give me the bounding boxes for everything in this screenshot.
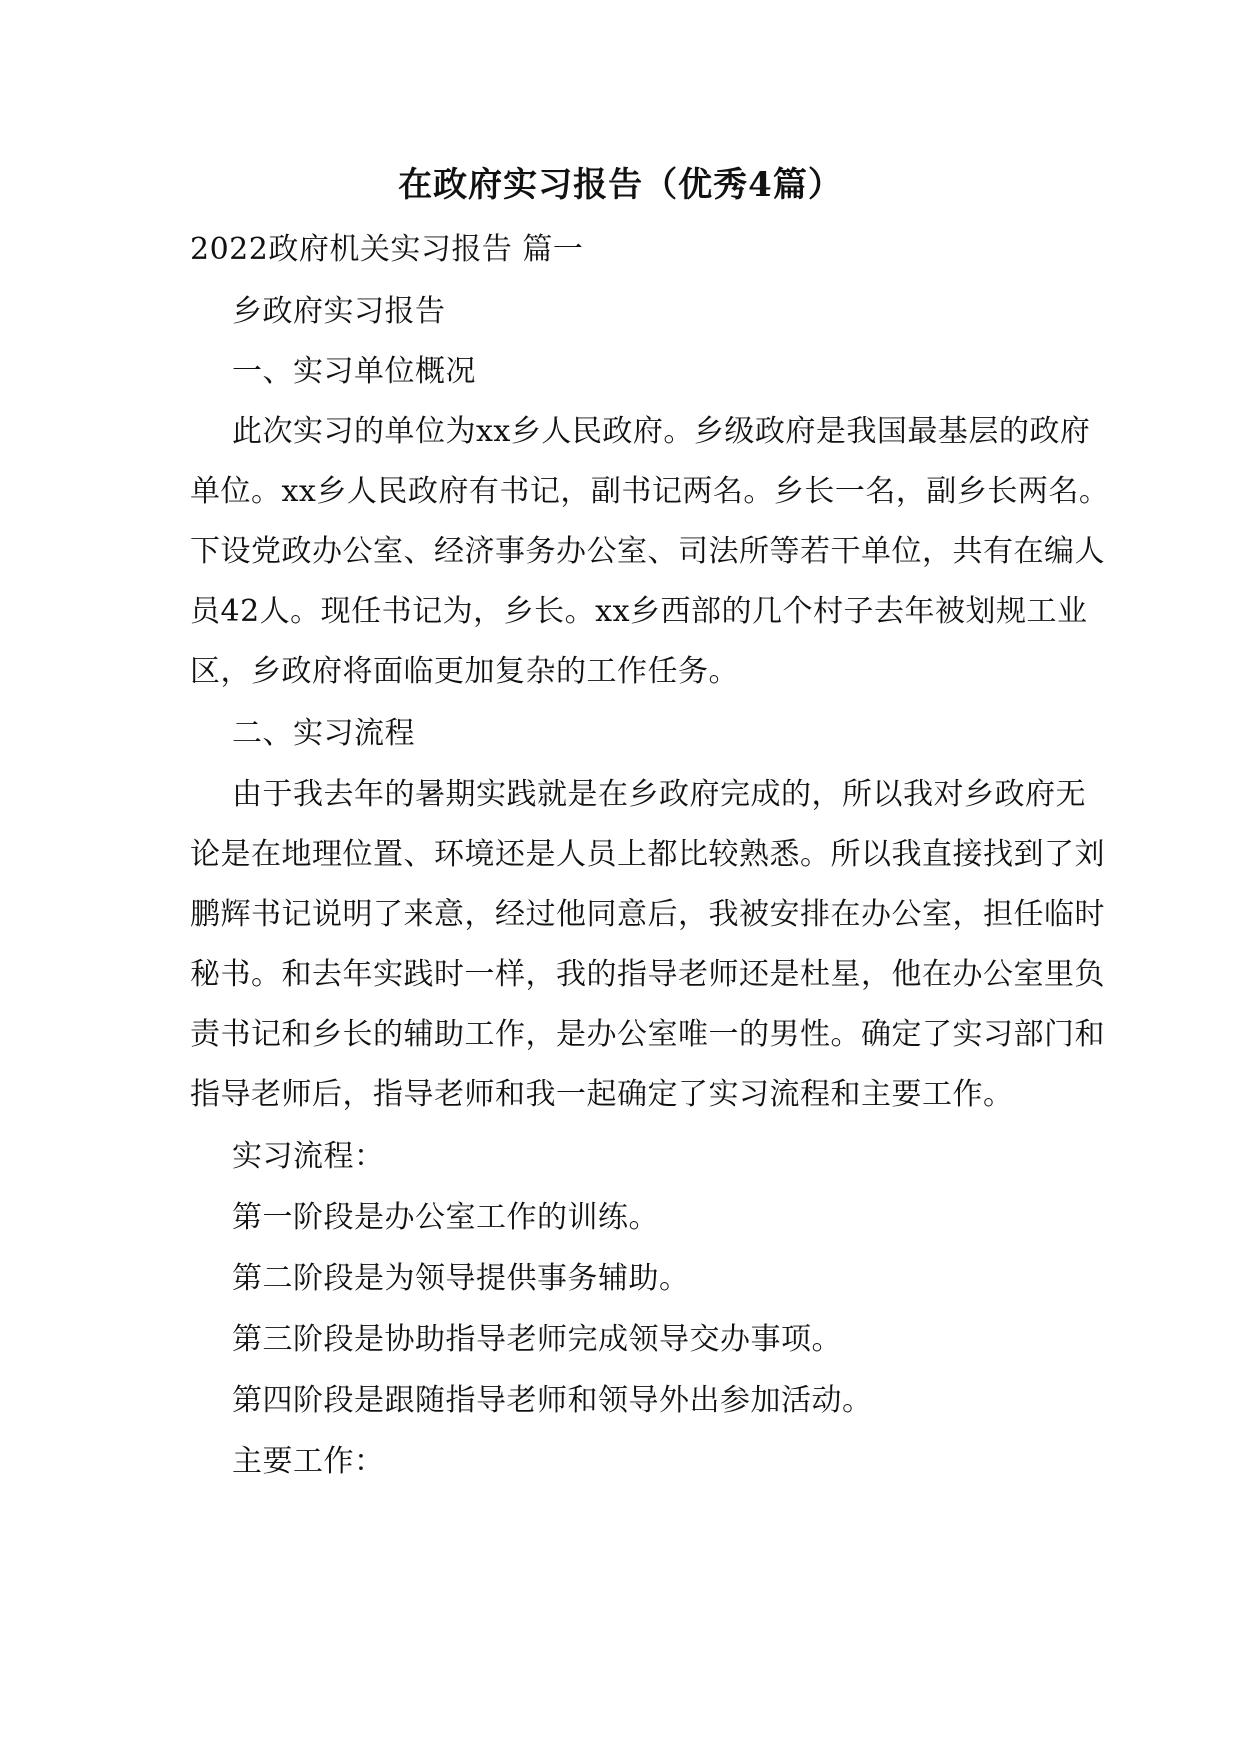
list-item: 第三阶段是协助指导老师完成领导交办事项。 bbox=[232, 1322, 842, 1357]
paragraph-line: 员42人。现任书记为，乡长。xx乡西部的几个村子去年被划规工业 bbox=[190, 594, 1088, 629]
paragraph-line: 鹏辉书记说明了来意，经过他同意后，我被安排在办公室，担任临时 bbox=[190, 897, 1105, 932]
list-item: 第一阶段是办公室工作的训练。 bbox=[232, 1200, 659, 1235]
paragraph-line: 区，乡政府将面临更加复杂的工作任务。 bbox=[190, 654, 739, 689]
paragraph-line: 单位。xx乡人民政府有书记，副书记两名。乡长一名，副乡长两名。 bbox=[190, 474, 1110, 509]
list-item: 第二阶段是为领导提供事务辅助。 bbox=[232, 1261, 690, 1296]
list-item: 第四阶段是跟随指导老师和领导外出参加活动。 bbox=[232, 1383, 873, 1418]
paragraph-line: 由于我去年的暑期实践就是在乡政府完成的，所以我对乡政府无 bbox=[232, 777, 1086, 812]
section-heading: 2022政府机关实习报告 篇一 bbox=[190, 232, 584, 267]
paragraph-line: 此次实习的单位为xx乡人民政府。乡级政府是我国最基层的政府 bbox=[232, 414, 1091, 449]
paragraph-line: 秘书。和去年实践时一样，我的指导老师还是杜星，他在办公室里负 bbox=[190, 957, 1105, 992]
document-title: 在政府实习报告（优秀4篇） bbox=[398, 165, 843, 205]
report-subtitle: 乡政府实习报告 bbox=[232, 294, 446, 329]
paragraph-line: 下设党政办公室、经济事务办公室、司法所等若干单位，共有在编人 bbox=[190, 534, 1105, 569]
section-heading: 一、实习单位概况 bbox=[232, 354, 476, 389]
list-heading: 实习流程： bbox=[232, 1139, 385, 1174]
paragraph-line: 论是在地理位置、环境还是人员上都比较熟悉。所以我直接找到了刘 bbox=[190, 837, 1105, 872]
list-heading: 主要工作： bbox=[232, 1444, 385, 1479]
section-heading: 二、实习流程 bbox=[232, 716, 415, 751]
paragraph-line: 指导老师后，指导老师和我一起确定了实习流程和主要工作。 bbox=[190, 1077, 1014, 1112]
paragraph-line: 责书记和乡长的辅助工作，是办公室唯一的男性。确定了实习部门和 bbox=[190, 1017, 1105, 1052]
